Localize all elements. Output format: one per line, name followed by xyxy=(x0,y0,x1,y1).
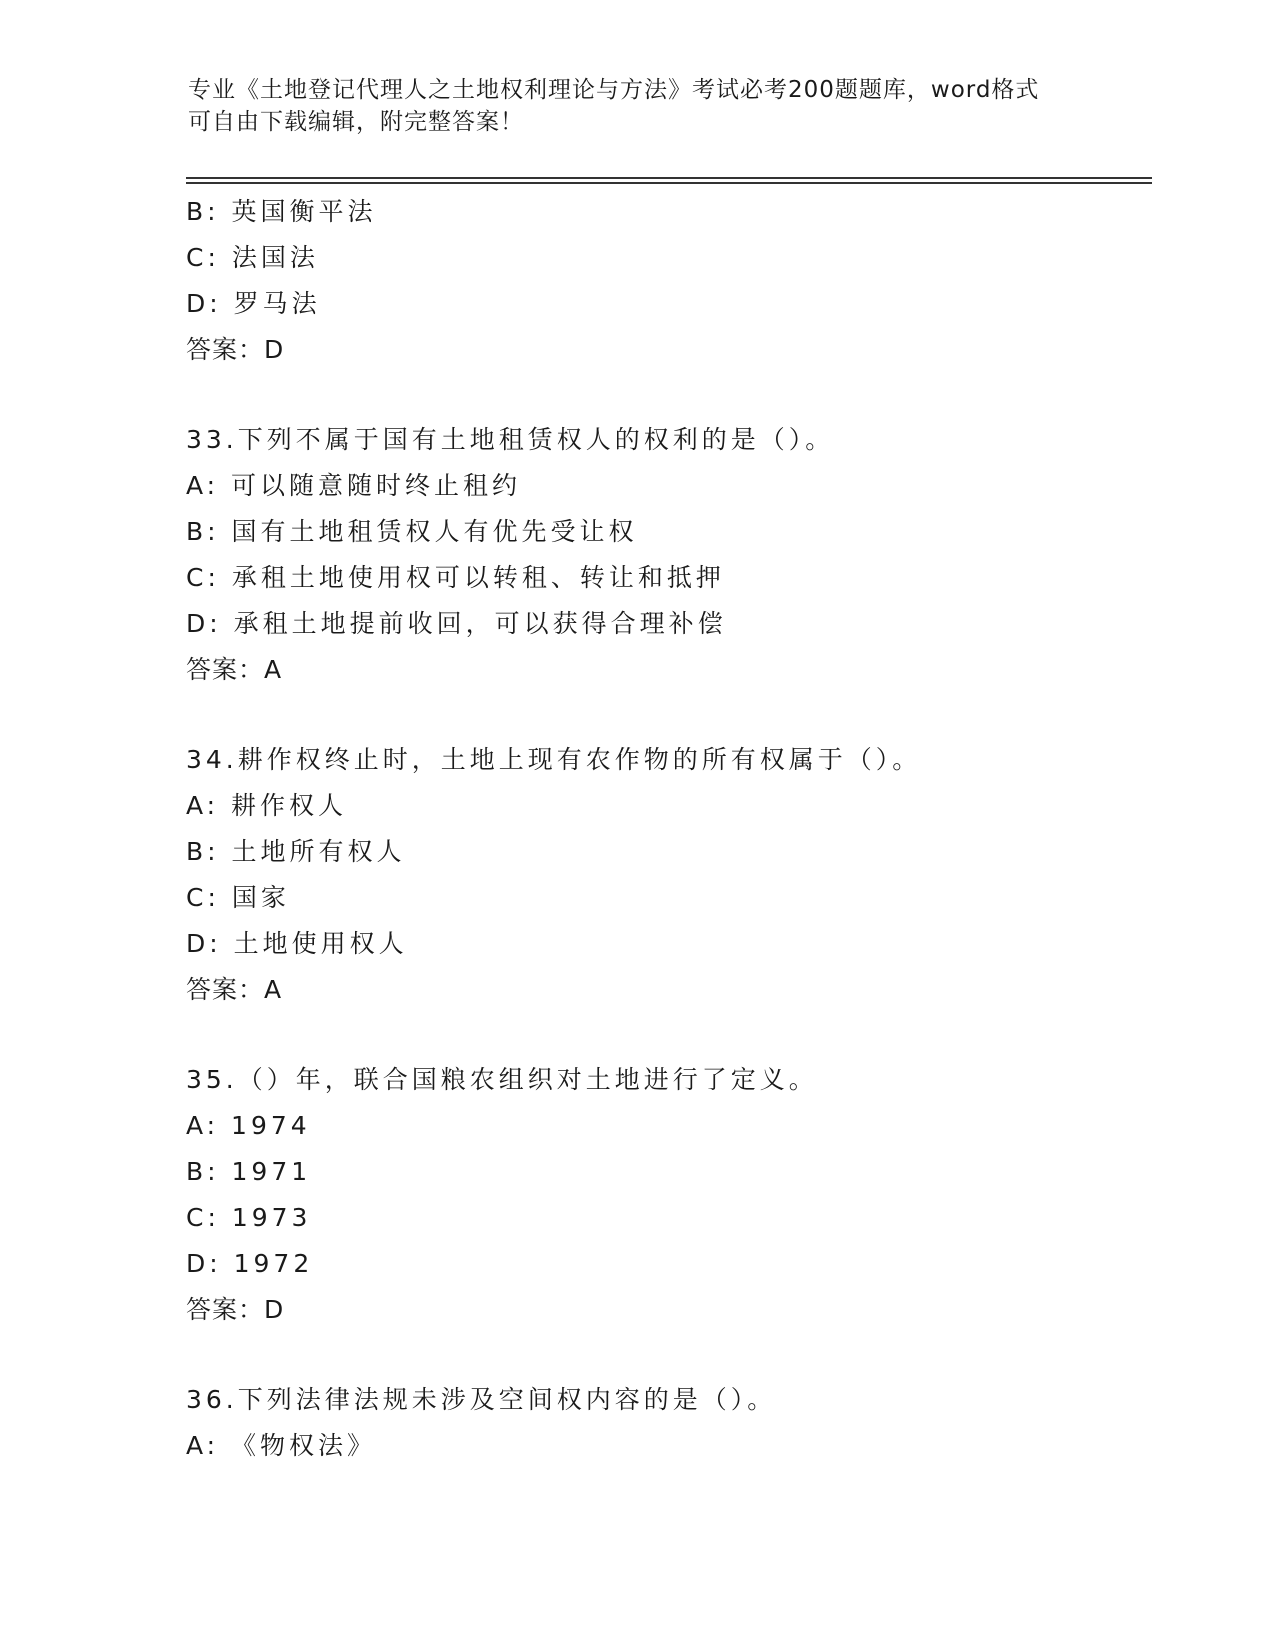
option-a: A: 耕作权人 xyxy=(186,791,348,820)
option-a: A: 可以随意随时终止租约 xyxy=(186,471,522,500)
answer-line: 答案：A xyxy=(186,975,283,1004)
question-stem: 34.耕作权终止时，土地上现有农作物的所有权属于（）。 xyxy=(186,745,922,774)
option-c: C: 承租土地使用权可以转租、转让和抵押 xyxy=(186,563,725,592)
answer-line: 答案：D xyxy=(186,1295,285,1324)
option-a: A: 1974 xyxy=(186,1111,311,1140)
question-stem: 33.下列不属于国有土地租赁权人的权利的是（）。 xyxy=(186,425,835,454)
question-36 xyxy=(186,1377,1152,1469)
option-b: B: 土地所有权人 xyxy=(186,837,406,866)
question-32-continued xyxy=(186,189,1152,373)
option-b: B: 1971 xyxy=(186,1157,312,1186)
option-d: D: 罗马法 xyxy=(186,289,321,318)
option-b: B: 英国衡平法 xyxy=(186,197,377,226)
header-divider-bottom xyxy=(186,182,1152,184)
question-34 xyxy=(186,737,1152,1013)
option-d: D: 承租土地提前收回，可以获得合理补偿 xyxy=(186,609,727,638)
option-c: C: 法国法 xyxy=(186,243,319,272)
option-c: C: 国家 xyxy=(186,883,290,912)
header-divider-top xyxy=(186,177,1152,179)
answer-line: 答案：A xyxy=(186,655,283,684)
option-a: A: 《物权法》 xyxy=(186,1431,377,1460)
option-d: D: 土地使用权人 xyxy=(186,929,408,958)
option-c: C: 1973 xyxy=(186,1203,312,1232)
question-33 xyxy=(186,417,1152,693)
answer-line: 答案：D xyxy=(186,335,285,364)
header-title-line-2: 可自由下载编辑，附完整答案！ xyxy=(188,109,524,135)
document-header xyxy=(188,74,1078,138)
question-list xyxy=(186,189,1152,1469)
option-b: B: 国有土地租赁权人有优先受让权 xyxy=(186,517,638,546)
question-stem: 35.（）年，联合国粮农组织对土地进行了定义。 xyxy=(186,1065,818,1094)
question-stem: 36.下列法律法规未涉及空间权内容的是（）。 xyxy=(186,1385,777,1414)
question-35 xyxy=(186,1057,1152,1333)
option-d: D: 1972 xyxy=(186,1249,314,1278)
header-title-line-1: 专业《土地登记代理人之土地权利理论与方法》考试必考200题题库，word格式 xyxy=(188,77,1040,103)
